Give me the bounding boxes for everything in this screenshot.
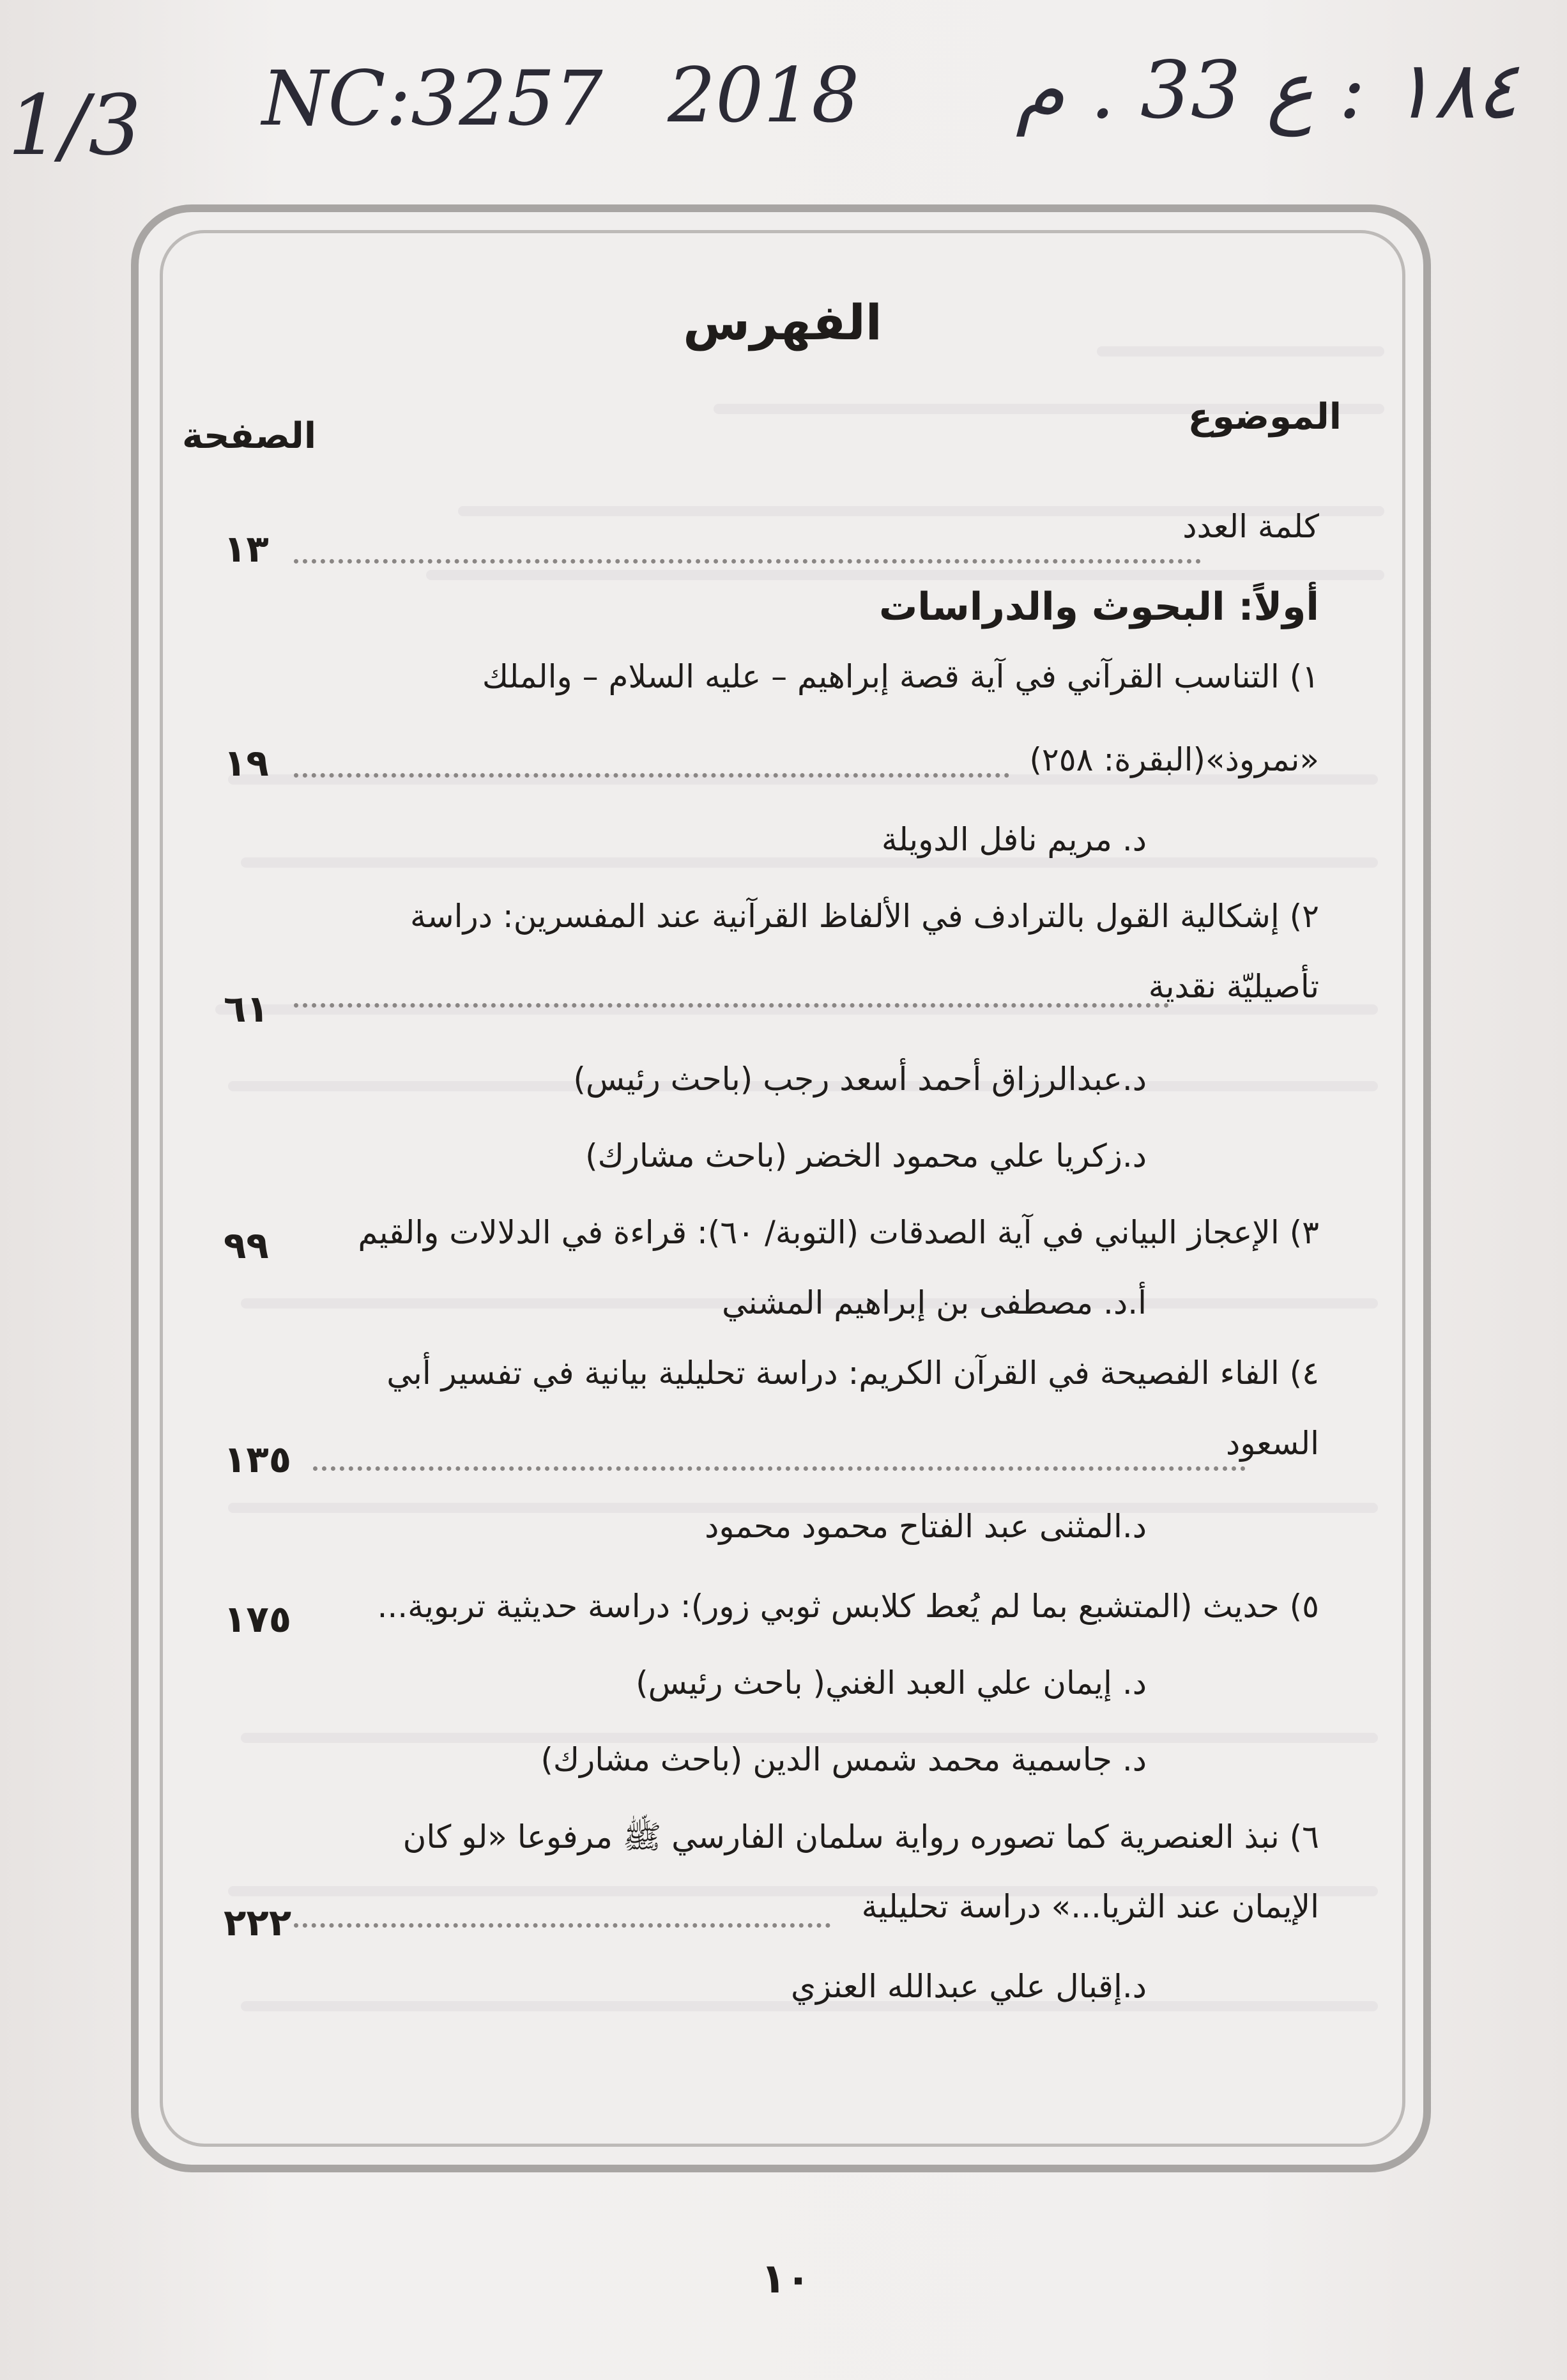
handwritten-code: NC:3257 xyxy=(262,54,603,142)
toc-entry-4-line2: السعود xyxy=(1226,1425,1319,1462)
toc-entry-6-page: ٢٢٢ xyxy=(224,1901,292,1944)
toc-entry-4-line1: ٤) الفاء الفصيحة في القرآن الكريم: دراسة تحليلية بيانية في تفسير أبي xyxy=(386,1355,1319,1392)
toc-entry-5-author-2: د. جاسمية محمد شمس الدين (باحث مشارك) xyxy=(540,1741,1147,1778)
toc-editorial-page: ١٣ xyxy=(224,527,269,571)
column-header-topic: الموضوع xyxy=(1188,396,1342,438)
toc-entry-2-page: ٦١ xyxy=(224,987,269,1031)
toc-entry-3-line1: ٣) الإعجاز البياني في آية الصدقات (التوبة/ ٦٠): قراءة في الدلالات والقيم xyxy=(358,1214,1319,1251)
toc-entry-2-line2: تأصيليّة نقدية xyxy=(1148,968,1319,1005)
toc-entry-1-page: ١٩ xyxy=(224,741,269,785)
dot-leader xyxy=(294,773,1009,778)
section-heading: أولاً: البحوث والدراسات xyxy=(878,585,1319,629)
dot-leader xyxy=(313,1466,1246,1471)
toc-entry-6-line2: الإيمان عند الثريا...» دراسة تحليلية xyxy=(861,1888,1319,1925)
toc-entry-2-author-2: د.زكريا علي محمود الخضر (باحث مشارك) xyxy=(585,1137,1147,1174)
toc-entry-4-page: ١٣٥ xyxy=(224,1438,292,1481)
toc-entry-5-author-1: د. إيمان علي العبد الغني( باحث رئيس) xyxy=(636,1664,1147,1701)
toc-entry-5-page: ١٧٥ xyxy=(224,1597,292,1641)
column-header-page: الصفحة xyxy=(182,415,317,457)
toc-entry-4-author-1: د.المثنى عبد الفتاح محمود محمود xyxy=(705,1508,1147,1545)
toc-entry-5-line1: ٥) حديث (المتشبع بما لم يُعط كلابس ثوبي زور): دراسة حديثية تربوية... xyxy=(377,1588,1319,1625)
toc-entry-6-line1: ٦) نبذ العنصرية كما تصوره رواية سلمان الفارسي ﷺ مرفوعا «لو كان xyxy=(402,1818,1319,1855)
handwritten-fraction: 1/3 xyxy=(8,77,142,174)
toc-entry-6-author-1: د.إقبال علي عبدالله العنزي xyxy=(790,1968,1147,2005)
toc-entry-2-line1: ٢) إشكالية القول بالترادف في الألفاظ القرآنية عند المفسرين: دراسة xyxy=(409,898,1319,935)
toc-entry-3-page: ٩٩ xyxy=(224,1224,269,1267)
toc-entry-3-author-1: أ.د. مصطفى بن إبراهيم المشني xyxy=(721,1284,1147,1321)
table-of-contents xyxy=(166,236,1399,2140)
toc-entry-1-author-1: د. مريم نافل الدويلة xyxy=(881,821,1147,858)
toc-entry-1-line1: ١) التناسب القرآني في آية قصة إبراهيم – عليه السلام – والملك xyxy=(482,658,1319,695)
toc-editorial-label: كلمة العدد xyxy=(1182,508,1319,545)
toc-entry-2-author-1: د.عبدالرزاق أحمد أسعد رجب (باحث رئيس) xyxy=(573,1061,1147,1098)
handwritten-shelfmark: ١٨٤ : ع 33 . م xyxy=(1016,45,1518,137)
page-title: الفهرس xyxy=(683,294,882,351)
dot-leader xyxy=(294,1923,830,1928)
toc-entry-1-line2: «نمروذ»(البقرة: ٢٥٨) xyxy=(1029,741,1319,778)
dot-leader xyxy=(294,559,1201,564)
dot-leader xyxy=(294,1003,1169,1008)
page-number: ١٠ xyxy=(760,2255,811,2303)
handwritten-year: 2018 xyxy=(668,51,860,139)
